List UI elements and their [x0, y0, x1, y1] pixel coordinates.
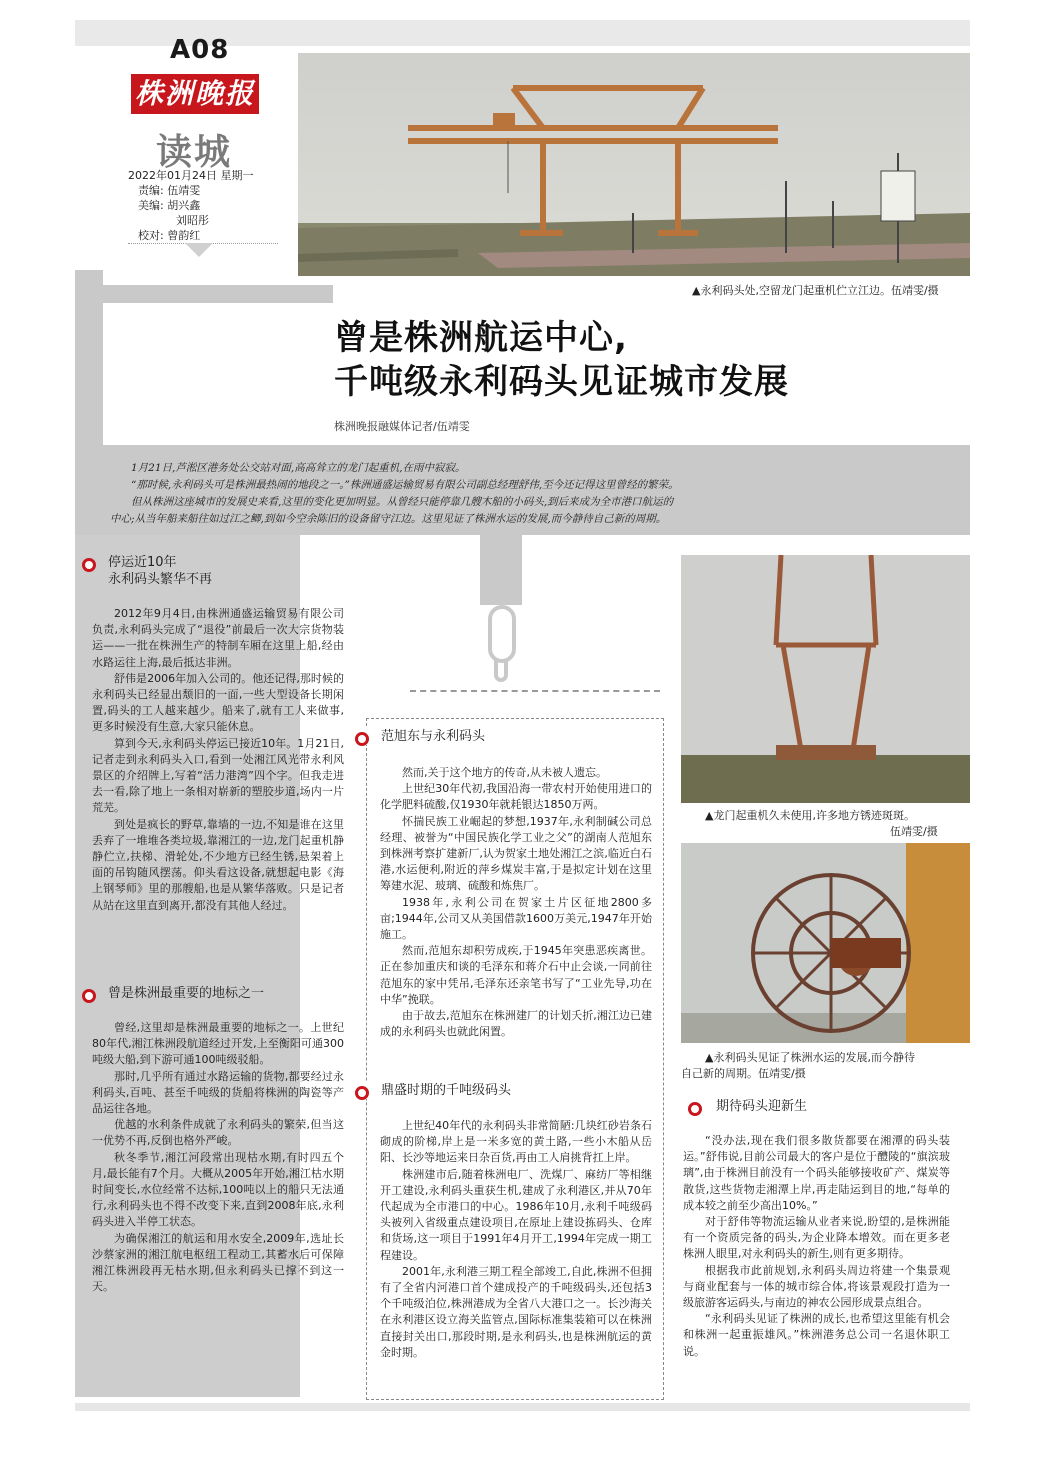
bullet-icon	[82, 558, 96, 572]
photo-pulley-wheel	[681, 843, 970, 1043]
section-body: 然而,关于这个地方的传奇,从未被人遗忘。 上世纪30年代初,我国沿海一带农村开始使用进口的化学肥料硫酸,仅1930年就耗银达1850万两。 怀揣民族工业崛起的梦想,1937年,永利制碱公司总经理、被誉为“中国民族化学工业之父”的湖南人范旭东到株洲考察扩建新厂,认为贺家土地处湘江之滨,临近白石港,水运便利,附近的萍乡煤炭丰富,于是拟定计划在这里筹建水泥、玻璃、硫酸和炼焦厂。 1938年,永利公司在贺家土片区征地2800多亩;1944年,公司又从美国借款1600万美元,1947年开始施工。 然而,范旭东却积劳成疾,于1945年突患恶疾离世。正在参加重庆和谈的毛泽东和蒋介石中止会谈,一同前往范旭东的家中凭吊,毛泽东还亲笔书写了“工业先导,功在中华”挽联。 由于故去,范旭东在株洲建厂的计划夭折,湘江边已建成的永利码头也就此闲置。	[380, 766, 652, 1039]
pointer-triangle	[185, 243, 213, 257]
crane-hook-neck	[480, 535, 522, 605]
section-body: “没办法,现在我们很多散货都要在湘潭的码头装运。”舒伟说,目前公司最大的客户是位于醴陵的“旗滨玻璃”,由于株洲目前没有一个码头能够接收矿产、煤炭等散货,这些货物走湘潭上岸,再走陆运到目的地,“每单的成本较之前至少高出10%。” 对于舒伟等物流运输从业者来说,盼望的,是株洲能有一个资质完备的码头,为企业降本增效。而在更多老株洲人眼里,对永利码头的新生,则有更多期待。 根据我市此前规划,永利码头周边将建一个集景观与商业配套与一体的城市综合体,将该景观段打造为一级旅游客运码头,与南边的神农公园形成景点组合。 “永利码头见证了株洲的成长,也希望这里能有机会和株洲一起重振雄风。”株洲港务总公司一名退休职工说。	[683, 1134, 950, 1358]
section-heading: 鼎盛时期的千吨级码头	[355, 1082, 605, 1099]
photo-caption-bottom-1: ▲永利码头见证了株洲水运的发展,而今静待	[705, 1051, 915, 1064]
credits-block	[128, 168, 278, 243]
photo-caption-bottom-2: 自己新的周期。伍靖雯/摄	[681, 1067, 806, 1080]
credit-line: 校对: 曾韵红	[138, 229, 201, 242]
section-heading: 停运近10年 永利码头繁华不再	[82, 554, 292, 588]
article-lead: 1月21日,芦淞区港务处公交站对面,高高耸立的龙门起重机,在雨中寂寂。 “那时候,永利码头可是株洲最热闹的地段之一。”株洲通盛运输贸易有限公司副总经理舒伟,至今还记得这里曾经的繁荣。 但从株洲这座城市的发展史来看,这里的变化更加明显。从曾经只能停靠几艘木船的小码头,到后来成为全市港口航运的 中心;从当年船来船往如过江之鲫,到如今空余陈旧的设备留守江边。这里见证了株洲水运的发展,而今静待自己新的周期。	[110, 462, 679, 525]
article-title: 曾是株洲航运中心, 千吨级永利码头见证城市发展	[334, 318, 789, 402]
credit-line: 责编: 伍靖雯	[138, 184, 201, 197]
photo-gantry-crane	[298, 53, 970, 276]
crane-graphic-pillar	[75, 270, 103, 445]
section-body: 2012年9月4日,由株洲通盛运输贸易有限公司负责,永利码头完成了“退役”前最后一次大宗货物装运——一批在株洲生产的特制车厢在这里上船,经由水路运往上海,最后抵达非洲。 舒伟是2006年加入公司的。他还记得,那时候的永利码头已经显出颓旧的一面,一些大型设备长期闲置,码头的工人越来越少。船来了,就有工人来做事,更多时候没有生意,大家只能休息。 算到今天,永利码头停运已接近10年。1月21日,记者走到永利码头入口,看到一处湘江风光带永利风景区的介绍牌上,写着“活力港湾”四个字。但我走进去一看,除了地上一条相对崭新的塑胶步道,场内一片荒芜。 到处是疯长的野草,靠墙的一边,不知是谁在这里丢弃了一堆堆各类垃圾,靠湘江的一边,龙门起重机静静伫立,扶梯、滑轮处,不少地方已经生锈,悬架着上面的吊钩随风摆荡。仰头看这设备,就想起电影《海上钢琴师》里的那艘船,也是从繁华落败。只是记者从站在这里直到离开,都没有其他人经过。	[92, 607, 344, 912]
crane-hook	[494, 660, 508, 682]
credit-line: 美编: 胡兴鑫	[138, 199, 201, 212]
credit-line: 刘昭彤	[176, 214, 209, 227]
photo-caption-middle-2: 伍靖雯/摄	[890, 825, 938, 838]
crane-pulley	[488, 605, 516, 663]
page-number: A08	[170, 35, 230, 65]
crane-graphic-arm	[103, 285, 333, 303]
bullet-icon	[355, 1086, 369, 1100]
section-body: 上世纪40年代的永利码头非常简陋:几块红砂岩条石砌成的阶梯,岸上是一米多宽的黄土路,一些小木船从岳阳、长沙等地运来日杂百货,再由工人肩挑背扛上岸。 株洲建市后,随着株洲电厂、洗煤厂、麻纺厂等相继开工建设,永利码头重获生机,建成了永利港区,并从70年代起成为全市港口的中心。1986年10月,永利千吨级码头被列入省级重点建设项目,在原址上建设拣码头、仓库和货场,这一项目于1991年4月开工,1994年完成一期工程建设。 2001年,永利港三期工程全部竣工,自此,株洲不但拥有了全省内河港口首个建成投产的千吨级码头,还包括3个千吨级泊位,株洲港成为全省八大港口之一。长沙海关在永利港区设立海关监管点,国际标准集装箱可以在株洲直接封关出口,那段时期,是永利码头,也是株洲航运的黄金时期。	[380, 1119, 652, 1359]
photo-crane-frame	[681, 555, 970, 803]
newspaper-logo: 株洲晚报	[131, 74, 259, 114]
section-heading: 期待码头迎新生	[688, 1098, 948, 1115]
section-body: 曾经,这里却是株洲最重要的地标之一。上世纪80年代,湘江株洲段航道经过开发,上至衡阳可通300吨级大船,到下游可通100吨级驳船。 那时,几乎所有通过水路运输的货物,都要经过永利码头,百吨、甚至千吨级的货船将株洲的陶瓷等产品运往各地。 优越的水利条件成就了永利码头的繁荣,但当这一优势不再,反倒也格外严峻。 秋冬季节,湘江河段常出现枯水期,有时四五个月,最长能有7个月。大概从2005年开始,湘江枯水期时间变长,水位经常不达标,100吨以上的船只无法通行,永利码头也不得不改变下来,直到2008年底,永利码头进入半停工状态。 为确保湘江的航运和用水安全,2009年,选址长沙蔡家洲的湘江航电枢纽工程动工,其蓄水后可保障湘江株洲段再无枯水期,但永利码头已撑不到这一天。	[92, 1021, 344, 1294]
section-heading: 范旭东与永利码头	[355, 728, 605, 745]
bullet-icon	[82, 989, 96, 1003]
byline: 株洲晚报融媒体记者/伍靖雯	[334, 420, 470, 433]
issue-date: 2022年01月24日 星期一	[128, 169, 254, 182]
bullet-icon	[688, 1102, 702, 1116]
section-title: 读城	[156, 131, 233, 173]
photo-caption-middle-1: ▲龙门起重机久未使用,许多地方锈迹斑斑。	[705, 809, 915, 822]
photo-caption-top: ▲永利码头处,空留龙门起重机伫立江边。伍靖雯/摄	[692, 284, 939, 297]
bottom-bar	[75, 1403, 970, 1411]
cable-line	[410, 690, 660, 712]
bullet-icon	[355, 732, 369, 746]
section-heading: 曾是株洲最重要的地标之一	[82, 985, 332, 1002]
